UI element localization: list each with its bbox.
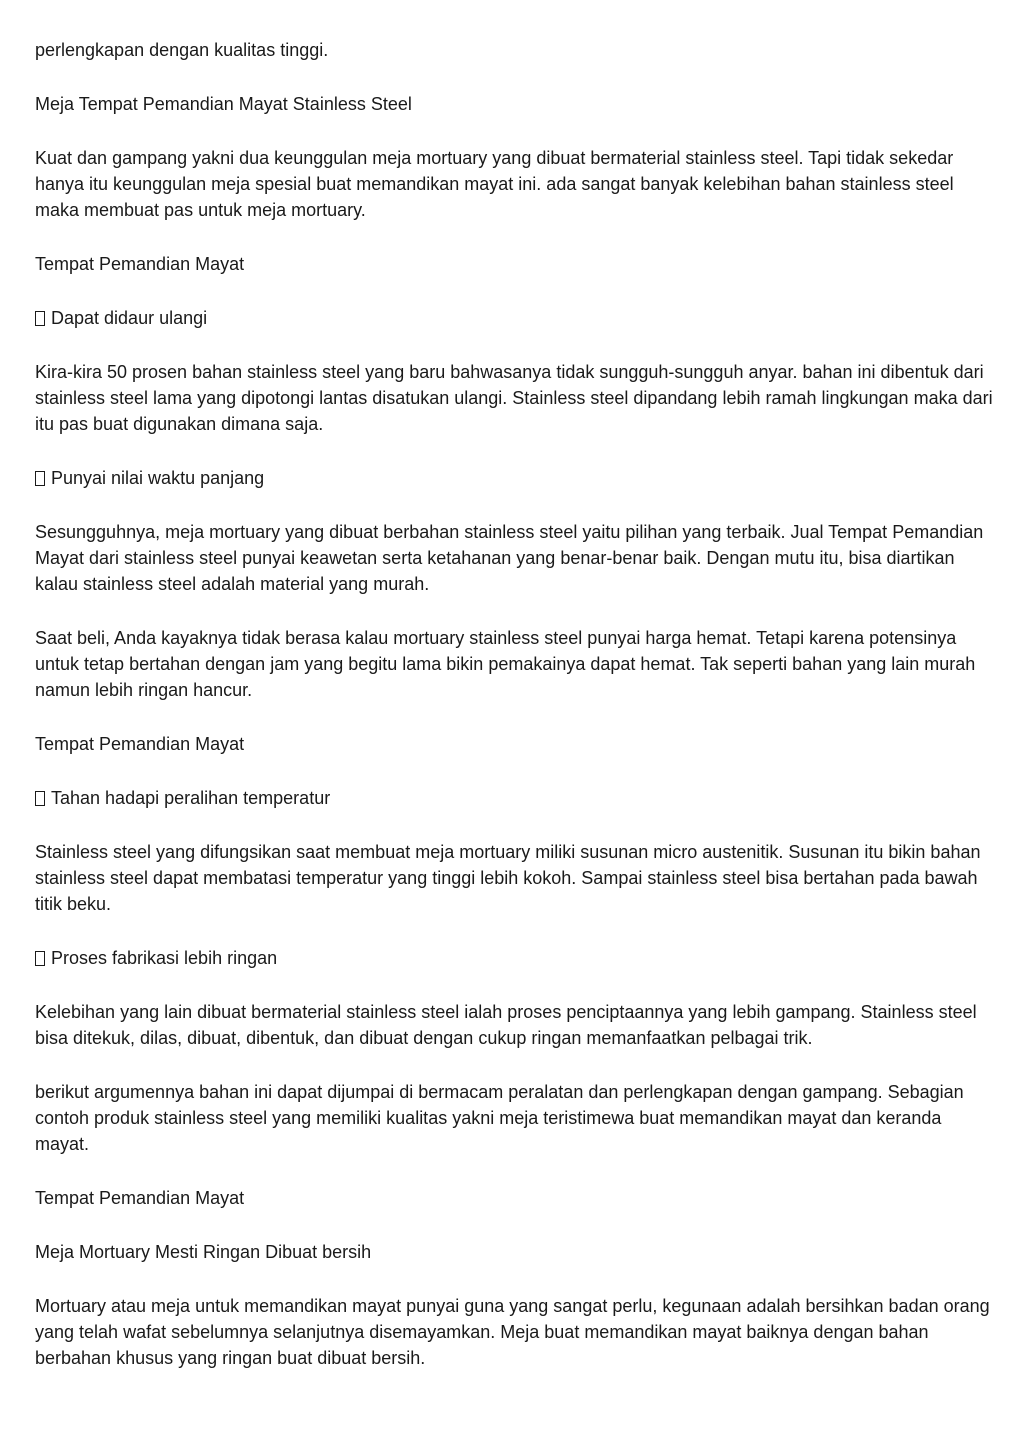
paragraph: Saat beli, Anda kayaknya tidak berasa kalau mortuary stainless steel punyai harga hemat. Tetapi karena potensinya untuk tetap bertahan dengan jam yang begitu lama bikin pemakainya dapat hemat. Tak seperti bahan yang lain murah namun lebih ringan hancur. [35,628,976,700]
section-heading: Tempat Pemandian Mayat [35,254,245,274]
paragraph: Kuat dan gampang yakni dua keunggulan meja mortuary yang dibuat bermaterial stainless steel. Tapi tidak sekedar hanya itu keunggulan meja spesial buat memandikan mayat ini. ada sangat banyak kelebihan bahan stainless steel maka membuat pas untuk meja mortuary. [35,148,954,220]
bullet-item [35,945,995,971]
paragraph: berikut argumennya bahan ini dapat dijumpai di bermacam peralatan dan perlengkapan dengan gampang. Sebagian contoh produk stainless steel yang memiliki kualitas yakni meja teristimewa buat memandikan mayat dan keranda mayat. [35,1082,964,1154]
bullet-box-icon [35,311,45,326]
section-heading: Meja Mortuary Mesti Ringan Dibuat bersih [35,1242,372,1262]
bullet-text: Punyai nilai waktu panjang [51,468,265,488]
paragraph: Kelebihan yang lain dibuat bermaterial stainless steel ialah proses penciptaannya yang lebih gampang. Stainless steel bisa ditekuk, dilas, dibuat, dibentuk, dan dibuat dengan cukup ringan memanfaatkan pelbagai trik. [35,1002,977,1048]
paragraph: Stainless steel yang difungsikan saat membuat meja mortuary miliki susunan micro austenitik. Susunan itu bikin bahan stainless steel dapat membatasi temperatur yang tinggi lebih kokoh. Sampai stainless steel bisa bertahan pada bawah titik beku. [35,842,981,914]
section-heading: Tempat Pemandian Mayat [35,734,245,754]
bullet-item [35,785,995,811]
section-heading: Tempat Pemandian Mayat [35,1188,245,1208]
bullet-text: Tahan hadapi peralihan temperatur [51,788,331,808]
paragraph: perlengkapan dengan kualitas tinggi. [35,40,329,60]
bullet-box-icon [35,951,45,966]
paragraph: Mortuary atau meja untuk memandikan mayat punyai guna yang sangat perlu, kegunaan adalah bersihkan badan orang yang telah wafat sebelumnya selanjutnya disemayamkan. Meja buat memandikan mayat baiknya dengan bahan berbahan khusus yang ringan buat dibuat bersih. [35,1296,990,1368]
bullet-item [35,305,995,331]
paragraph: Kira-kira 50 prosen bahan stainless steel yang baru bahwasanya tidak sungguh-sungguh anyar. bahan ini dibentuk dari stainless steel lama yang dipotongi lantas disatukan ulangi. Stainless steel dipandang lebih ramah lingkungan maka dari itu pas buat digunakan dimana saja. [35,362,993,434]
bullet-box-icon [35,471,45,486]
document-page [35,37,995,1399]
bullet-text: Dapat didaur ulangi [51,308,208,328]
bullet-item [35,465,995,491]
bullet-text: Proses fabrikasi lebih ringan [51,948,278,968]
section-heading: Meja Tempat Pemandian Mayat Stainless Steel [35,94,412,114]
paragraph: Sesungguhnya, meja mortuary yang dibuat berbahan stainless steel yaitu pilihan yang terbaik. Jual Tempat Pemandian Mayat dari stainless steel punyai keawetan serta ketahanan yang benar-benar baik. Dengan mutu itu, bisa diartikan kalau stainless steel adalah material yang murah. [35,522,984,594]
bullet-box-icon [35,791,45,806]
